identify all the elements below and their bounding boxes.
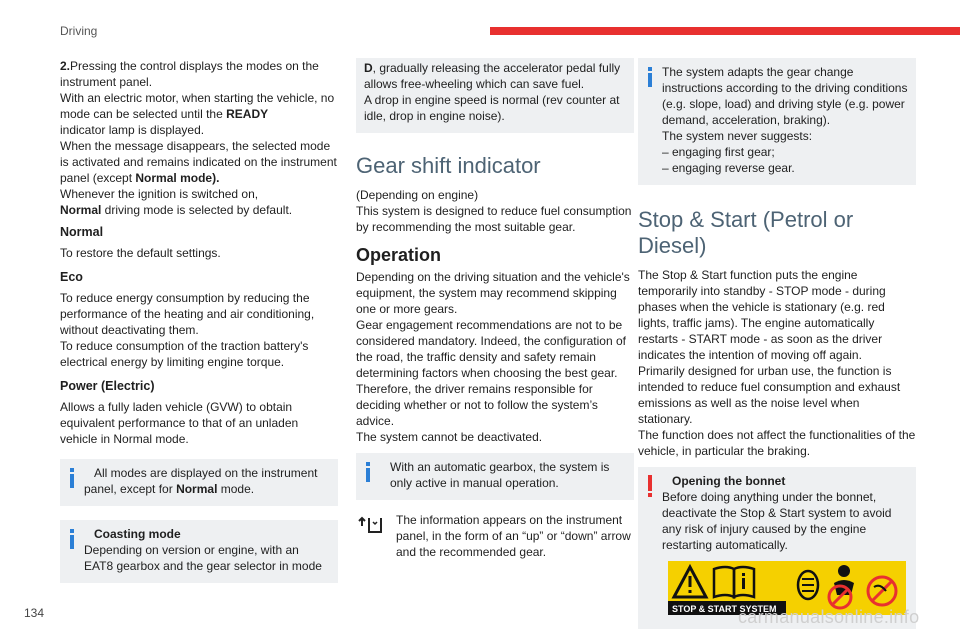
header-accent-bar [490,27,960,35]
stop-start-label-text: STOP & START SYSTEM [672,604,777,614]
operation-text: Depending on the driving situation and the vehicle's equipment, the system may recommend skipping one or more gears. Gear engagement recommendations are not to be considered mandatory. Indeed, the configuration of the road, the traffic density and safety remain determining factors when choosing the best gear. Therefore, the driver remains responsible for deciding whether or not to follow the system’s advice. The system cannot be deactivated. [356,270,630,444]
info-icon [645,67,655,87]
eco-text: To reduce energy consumption by reducing the performance of the heating and air conditioning, without deactivating them. To reduce consumption of the traction battery's electrical energy by limiting engine torque. [60,291,315,369]
gear-info-text: The information appears on the instrument panel, in the form of an “up” or “down” arrow and the recommended gear. [396,513,631,559]
operation-heading: Operation [356,245,442,265]
mode-control-paragraph: 2.Pressing the control displays the modes on the instrument panel. With an electric motor, when starting the vehicle, no mode can be selected until the READY indicator lamp is displayed. When the message disappears, the selected mode is activated and remains indicated on the instrument panel (except Normal mode). Whenever the ignition is switched on, Normal driving mode is selected by default. [60,59,337,217]
column-2 [356,58,634,560]
info-box-coasting [60,520,338,583]
info-box-automatic: With an automatic gearbox, the system is only active in manual operation. [356,453,634,500]
info-box-modes: All modes are displayed on the instrument panel, except for Normal mode. [60,459,338,506]
system-adapts-text: The system adapts the gear change instructions according to the driving conditions (e.g. slope, load) and driving style (e.g. power demand, acceleration, braking). The system never suggests: – engaging first gear; – engaging reverse gear. [662,65,908,175]
stop-start-text: The Stop & Start function puts the engine temporarily into standby - STOP mode - during phases when the vehicle is stationary (e.g. red lights, traffic jams). The engine automatically restarts - START mode - as soon as the driver indicates the intention of moving off again. Primarily designed for urban use, the function is intended to reduce fuel consumption and exhaust emissions as well as the noise level when stationary. The function does not affect the functionalities of the vehicle, in particular the braking. [638,268,916,458]
eco-heading: Eco [60,270,83,284]
gear-info-block [356,512,634,560]
info-icon [67,529,77,549]
warning-text: Before doing anything under the bonnet, deactivate the Stop & Start system to avoid any risk of injury caused by the engine restarting automatically. [662,490,892,552]
coasting-text: Depending on version or engine, with an EAT8 gearbox and the gear selector in mode [84,543,322,573]
watermark: carmanualsonline.info [738,607,920,627]
stop-start-heading: Stop & Start (Petrol or Diesel) [638,207,854,258]
coasting-continued-box [356,58,634,133]
warning-box-bonnet [638,467,916,629]
coasting-continued-text: D, gradually releasing the accelerator pedal fully allows free-wheeling which can save fuel. A drop in engine speed is normal (rev counter at idle, drop in engine noise). [364,61,621,123]
info-icon [67,468,77,488]
page-number: 134 [24,606,45,620]
power-heading: Power (Electric) [60,379,155,393]
normal-heading: Normal [60,225,104,239]
section-title: Driving [60,24,98,38]
power-text: Allows a fully laden vehicle (GVW) to obtain equivalent performance to that of an unladen vehicle in Normal mode. [60,400,299,446]
gear-shift-arrows-icon [356,514,386,536]
info-box-system-adapts [638,58,916,185]
coasting-title: Coasting mode [94,527,181,541]
warning-title: Opening the bonnet [672,474,786,488]
warning-icon [645,475,655,499]
column-3 [638,58,916,629]
column-1 [60,58,338,583]
gear-shift-indicator-text: (Depending on engine) This system is designed to reduce fuel consumption by recommending the most suitable gear. [356,188,632,234]
normal-text: To restore the default settings. [60,246,221,260]
gear-shift-indicator-heading: Gear shift indicator [356,153,541,178]
info-icon [363,462,373,482]
